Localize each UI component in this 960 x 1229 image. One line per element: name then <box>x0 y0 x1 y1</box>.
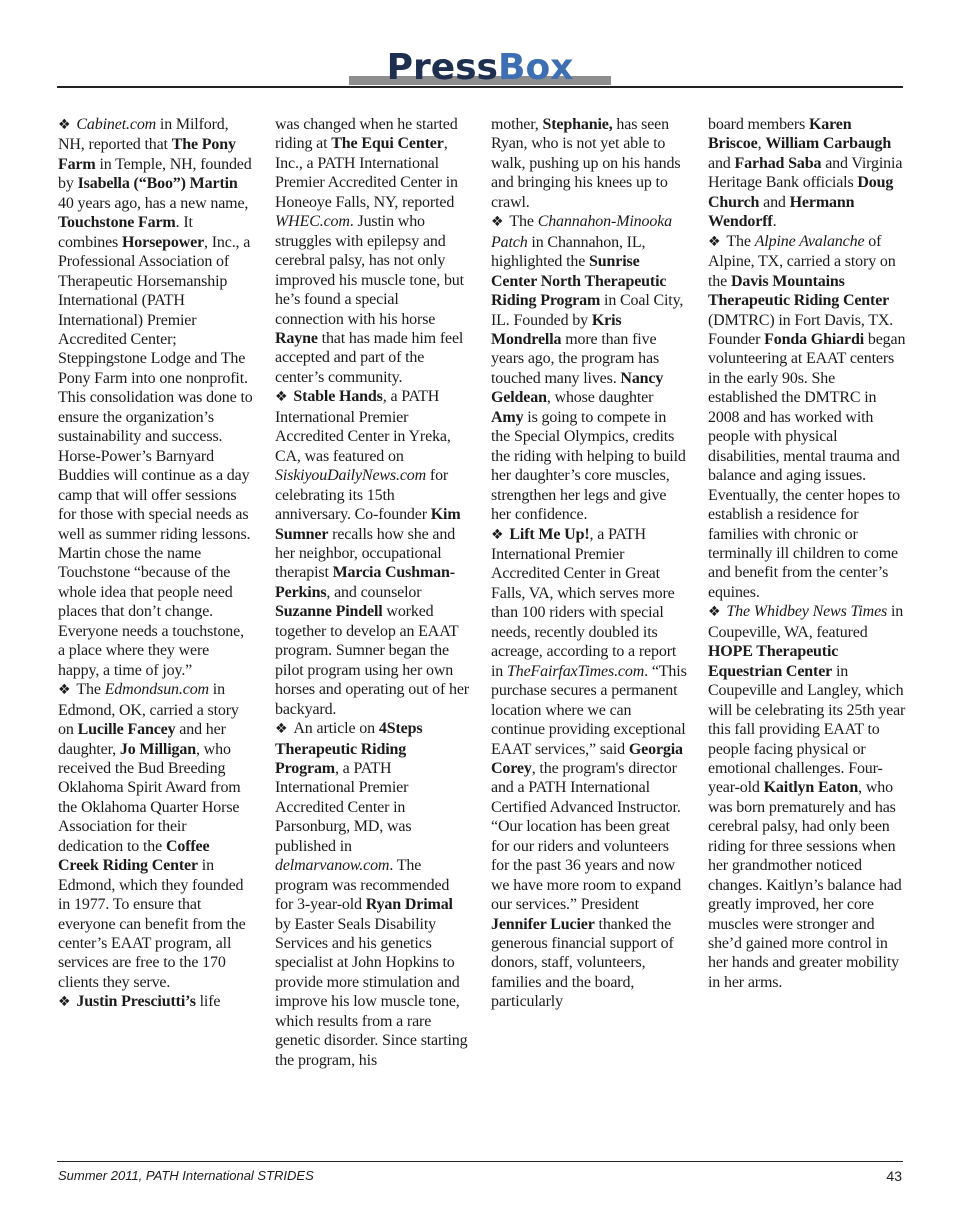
footer-publication: Summer 2011, PATH International STRIDES <box>58 1168 314 1183</box>
bullet-icon: ❖ <box>58 117 71 133</box>
news-item-4steps: ❖ An article on 4Steps Therapeutic Riding Program, a PATH International Premier Accredited Center in Parsonburg, MD, was published in delmarvanow.com. The program was recommended for 3-year-old Ryan Drimal by Easter Seals Disability Services and his genetics specialist at John Hopkins to provide more stimulation and improve his low muscle tone, which results from a rare genetic disorder. Since starting the program, his <box>275 720 468 1069</box>
news-item-presciutti-start: ❖ Justin Presciutti’s life <box>58 993 221 1011</box>
column-2 <box>275 115 471 1070</box>
bullet-icon: ❖ <box>58 994 71 1011</box>
bullet-icon: ❖ <box>491 214 504 231</box>
news-item-cabinet: ❖ Cabinet.com in Milford, NH, reported that The Pony Farm in Temple, NH, founded by Isabella (“Boo”) Martin 40 years ago, has a new name, Touchstone Farm. It combines Horsepower, Inc., a Professional Association of Therapeutic Horsemanship International (PATH International) Premier Accredited Center; Steppingstone Lodge and The Pony Farm into one nonprofit. This consolidation was done to ensure the organization’s sustainability and success. Horse-Power’s Barnyard Buddies will continue as a day camp that will offer sessions for those with special needs as well as summer riding lessons. Martin chose the name Touchstone “because of the whole idea that people need places that don’t change. Everyone needs a touchstone, a place where they were happy, a time of joy.” <box>58 116 253 679</box>
news-item-lift-me-up-cont: board members Karen Briscoe, William Carbaugh and Farhad Saba and Virginia Heritage Bank officials Doug Church and Hermann Wendorff. <box>708 116 903 231</box>
news-item-alpine-avalanche: ❖ The Alpine Avalanche of Alpine, TX, carried a story on the Davis Mountains Therapeutic Riding Center (DMTRC) in Fort Davis, TX. Founder Fonda Ghiardi began volunteering at EAAT centers in the early 90s. She established the DMTRC in 2008 and has worked with people with physical disabilities, mental trauma and balance and aging issues. Eventually, the center hopes to establish a residence for families with chronic or terminally ill children to come and benefit from the center’s equines. <box>708 232 906 601</box>
footer-rule <box>57 1161 903 1162</box>
column-3 <box>491 115 687 1012</box>
bullet-icon: ❖ <box>58 682 71 699</box>
news-item-channahon: ❖ The Channahon-Minooka Patch in Channahon, IL, highlighted the Sunrise Center North Therapeutic Riding Program in Coal City, IL. Founded by Kris Mondrella more than five years ago, the program has touched many lives. Nancy Geldean, whose daughter Amy is going to compete in the Special Olympics, credits the riding with helping to build her daughter’s core muscles, strengthen her legs and give her confidence. <box>491 213 686 524</box>
bullet-icon: ❖ <box>708 604 721 621</box>
news-item-lift-me-up: ❖ Lift Me Up!, a PATH International Premier Accredited Center in Great Falls, VA, which serves more than 100 riders with special needs, recently doubled its acreage, according to a report in TheFairfaxTimes.com. “This purchase secures a permanent location where we can continue providing exceptional EAAT services,” said Georgia Corey, the program's director and a PATH International Certified Advanced Instructor. “Our location has been great for our riders and volunteers for the past 36 years and now we have more room to expand our services.” President Jennifer Lucier thanked the generous financial support of donors, staff, volunteers, families and the board, particularly <box>491 525 687 1011</box>
bullet-icon: ❖ <box>491 526 504 543</box>
bullet-icon: ❖ <box>275 721 288 738</box>
page-title <box>0 48 960 88</box>
page-number: 43 <box>886 1168 902 1184</box>
column-4 <box>708 115 906 992</box>
news-item-4steps-cont: mother, Stephanie, has seen Ryan, who is not yet able to walk, pushing up on his hands and bringing his knees up to crawl. <box>491 116 681 211</box>
column-1 <box>58 115 254 1013</box>
news-item-presciutti-cont: was changed when he started riding at The Equi Center, Inc., a PATH International Premier Accredited Center in Honeoye Falls, NY, reported WHEC.com. Justin who struggles with epilepsy and cerebral palsy, has not only improved his muscle tone, but he’s found a special connection with his horse Rayne that has made him feel accepted and part of the center’s community. <box>275 116 464 386</box>
bullet-icon: ❖ <box>275 389 288 406</box>
title-box: Box <box>498 47 574 88</box>
news-item-edmondsun: ❖ The Edmondsun.com in Edmond, OK, carried a story on Lucille Fancey and her daughter, Jo Milligan, who received the Bud Breeding Oklahoma Spirit Award from the Oklahoma Quarter Horse Association for their dedication to the Coffee Creek Riding Center in Edmond, which they founded in 1977. To ensure that everyone can benefit from the center’s EAAT program, all services are free to the 170 clients they serve. <box>58 681 246 991</box>
bullet-icon: ❖ <box>708 233 721 250</box>
news-item-whidbey: ❖ The Whidbey News Times in Coupeville, WA, featured HOPE Therapeutic Equestrian Center in Coupeville and Langley, which will be celebrating its 25th year this fall providing EAAT to people facing physical or emotional challenges. Four-year-old Kaitlyn Eaton, who was born prematurely and has cerebral palsy, had only been riding for three sessions when her grandmother noticed changes. Kaitlyn’s balance had greatly improved, her core muscles were stronger and she’d gained more control in her hands and greater mobility in her arms. <box>708 603 906 991</box>
title-press: Press <box>386 47 498 88</box>
news-item-stable-hands: ❖ Stable Hands, a PATH International Premier Accredited Center in Yreka, CA, was featured on SiskiyouDailyNews.com for celebrating its 15th anniversary. Co-founder Kim Sumner recalls how she and her neighbor, occupational therapist Marcia Cushman-Perkins, and counselor Suzanne Pindell worked together to develop an EAAT program. Sumner began the pilot program using her own horses and operating out of her backyard. <box>275 388 469 718</box>
